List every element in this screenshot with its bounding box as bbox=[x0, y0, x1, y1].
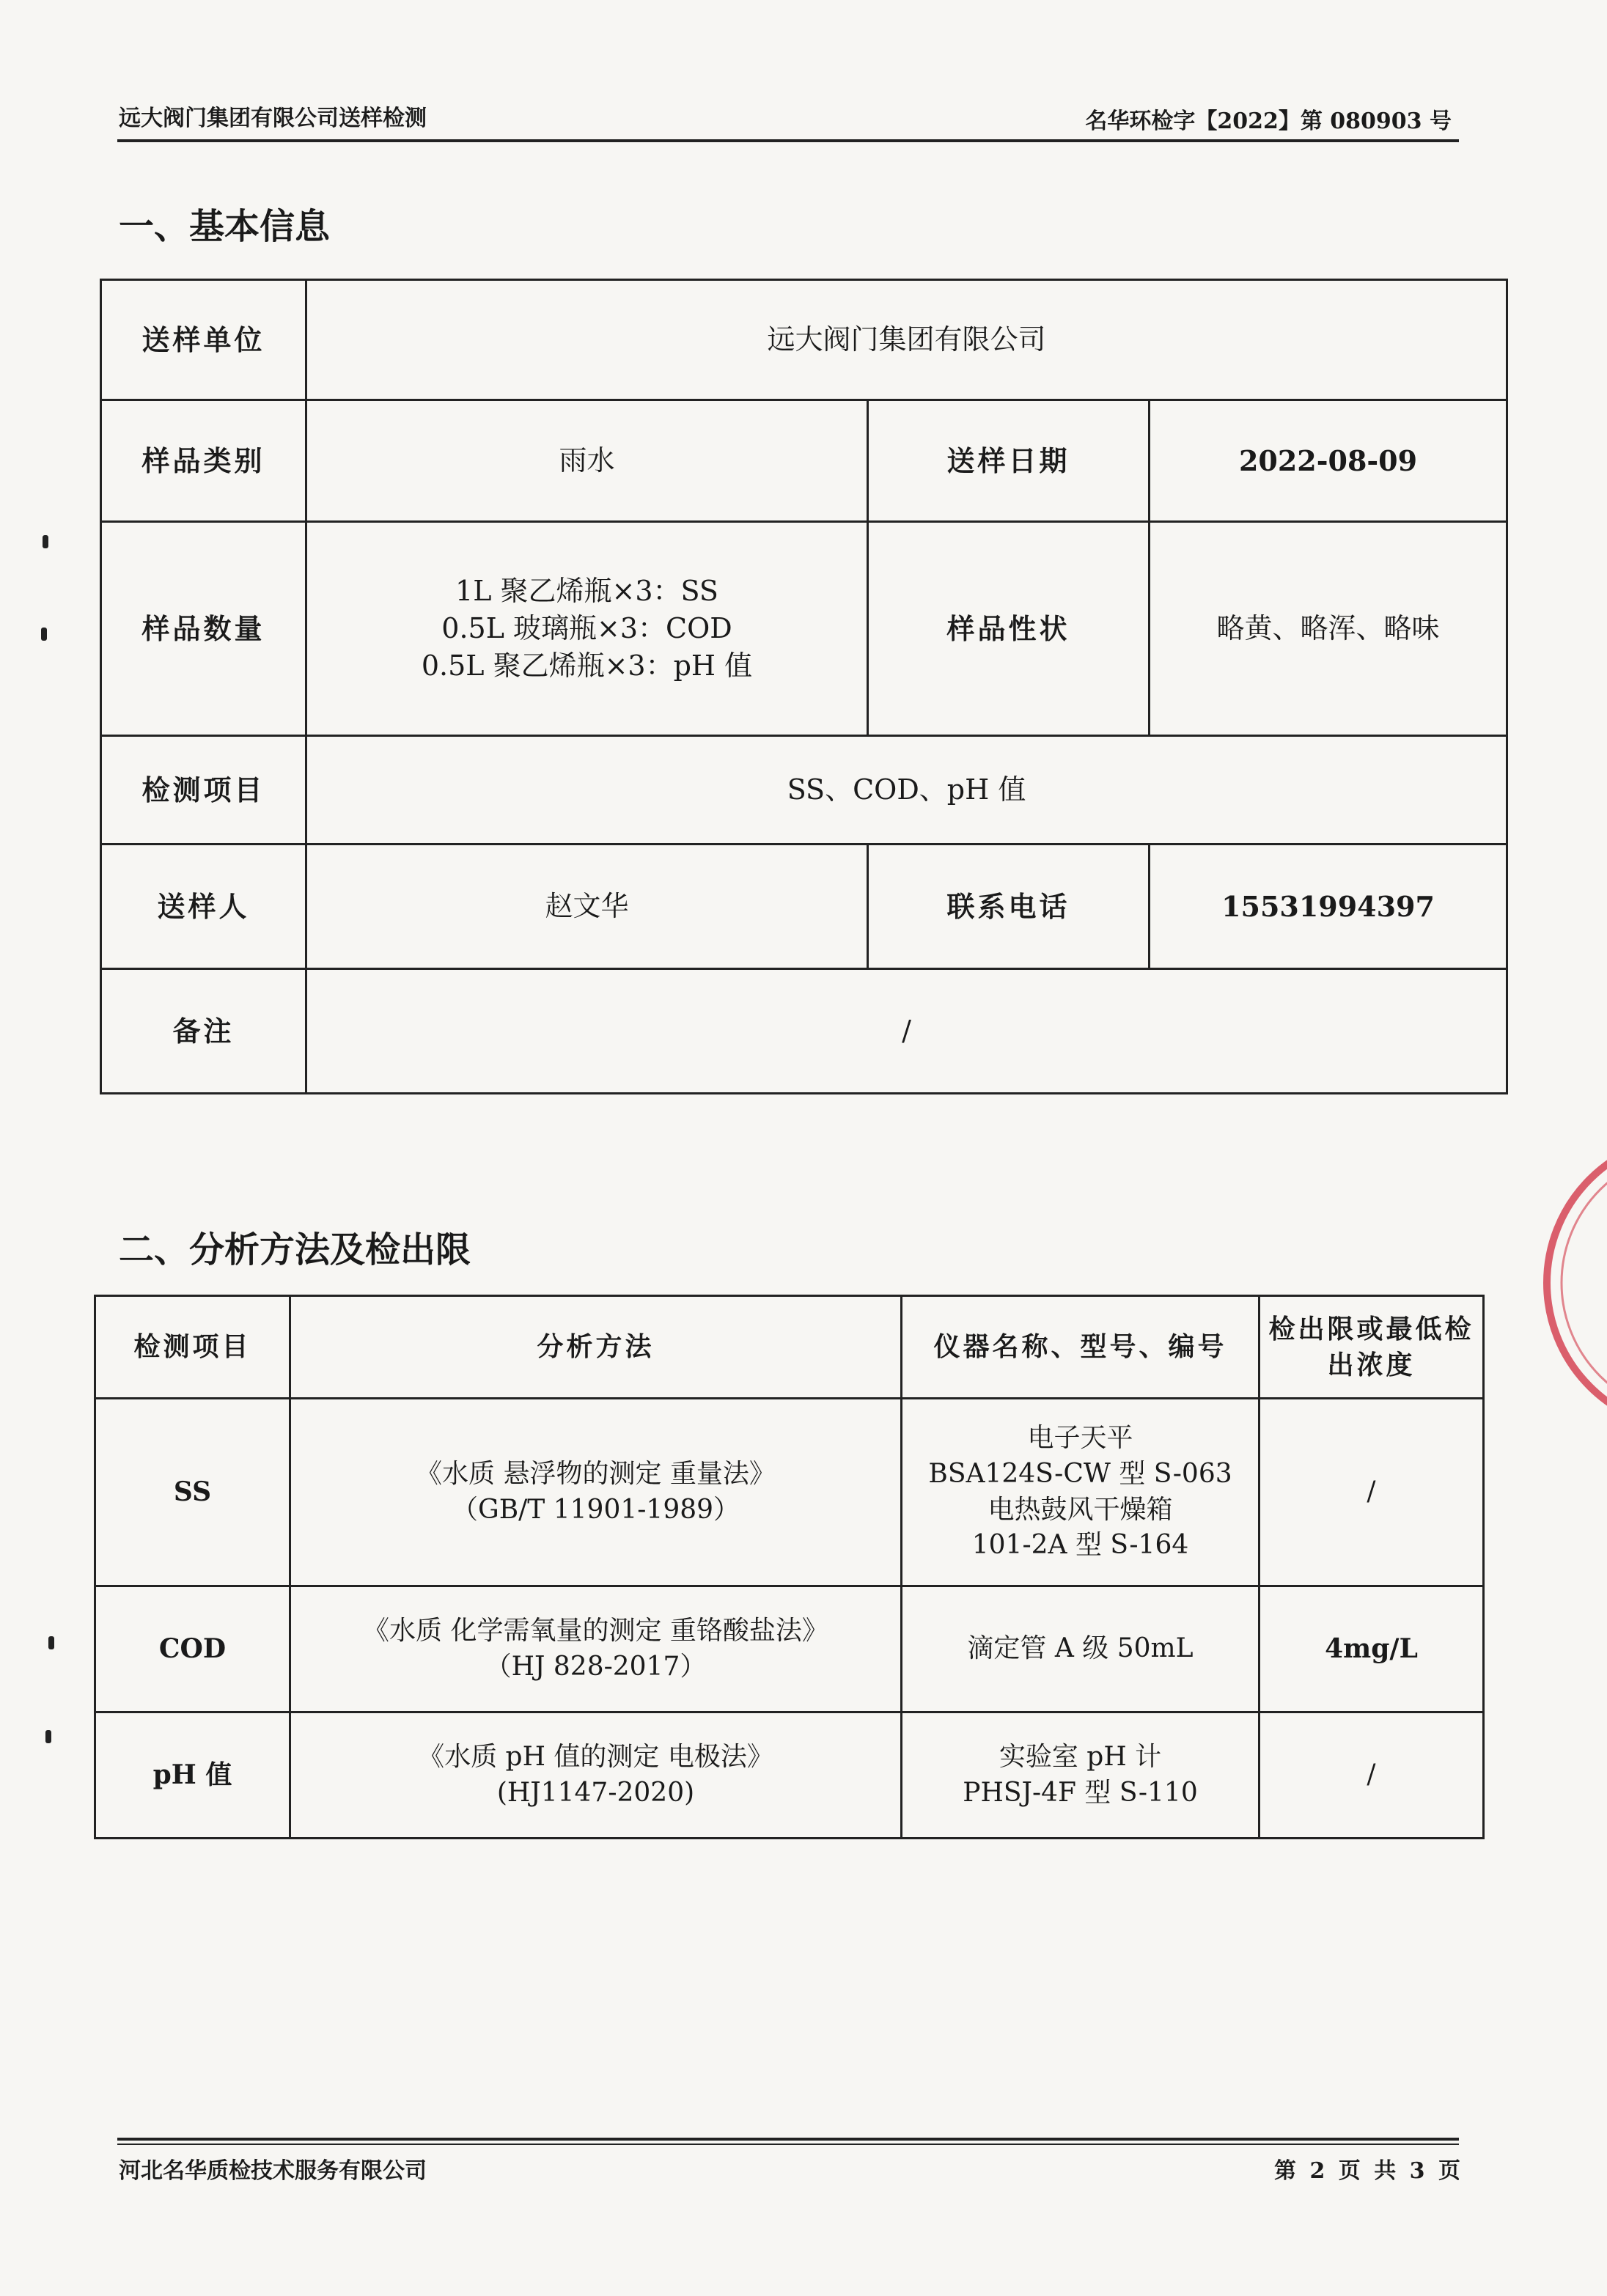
value-sending-unit: 远大阀门集团有限公司 bbox=[306, 280, 1507, 400]
basic-info-table bbox=[100, 279, 1508, 1094]
label-remark: 备注 bbox=[101, 969, 306, 1094]
label-phone: 联系电话 bbox=[868, 845, 1150, 969]
instrument-line: 滴定管 A 级 50mL bbox=[967, 1633, 1194, 1664]
value-sample-quantity bbox=[306, 522, 868, 736]
table-row bbox=[95, 1586, 1484, 1712]
header-detection-limit: 检出限或最低检出浓度 bbox=[1260, 1296, 1484, 1399]
label-test-items: 检测项目 bbox=[101, 736, 306, 845]
punch-mark bbox=[41, 628, 47, 641]
value-test-items: SS、COD、pH 值 bbox=[306, 736, 1507, 845]
quantity-line: 1L 聚乙烯瓶×3：SS bbox=[455, 574, 718, 607]
footer-divider bbox=[117, 2138, 1459, 2141]
table-row bbox=[95, 1399, 1484, 1586]
label-sending-date: 送样日期 bbox=[868, 400, 1150, 522]
header-instrument: 仪器名称、型号、编号 bbox=[902, 1296, 1260, 1399]
methods-table bbox=[94, 1295, 1485, 1839]
method-line: (HJ1147-2020) bbox=[496, 1777, 695, 1808]
value-sample-type: 雨水 bbox=[306, 400, 868, 522]
table-row bbox=[95, 1712, 1484, 1839]
punch-mark bbox=[48, 1636, 54, 1649]
item-ph: pH 值 bbox=[95, 1712, 290, 1839]
section-basic-info-title: 一、基本信息 bbox=[119, 206, 331, 247]
header-method: 分析方法 bbox=[290, 1296, 902, 1399]
label-sender: 送样人 bbox=[101, 845, 306, 969]
label-sample-quantity: 样品数量 bbox=[101, 522, 306, 736]
method-ph bbox=[290, 1712, 902, 1839]
value-remark: / bbox=[306, 969, 1507, 1094]
instrument-line: 101-2A 型 S-164 bbox=[971, 1530, 1189, 1561]
instrument-line: BSA124S-CW 型 S-063 bbox=[928, 1458, 1232, 1489]
instrument-line: PHSJ-4F 型 S-110 bbox=[963, 1777, 1198, 1808]
instrument-ss bbox=[902, 1399, 1260, 1586]
red-seal-stamp bbox=[1525, 1129, 1607, 1437]
method-line: 《水质 悬浮物的测定 重量法》 bbox=[416, 1458, 776, 1489]
section-methods-title: 二、分析方法及检出限 bbox=[119, 1229, 471, 1270]
quantity-line: 0.5L 玻璃瓶×3：COD bbox=[441, 611, 732, 644]
value-phone: 15531994397 bbox=[1150, 845, 1507, 969]
value-sending-date: 2022-08-09 bbox=[1150, 400, 1507, 522]
header-report-number: 名华环检字【2022】第 080903 号 bbox=[1085, 108, 1452, 134]
instrument-line: 电热鼓风干燥箱 bbox=[988, 1494, 1173, 1525]
header-company-test: 远大阀门集团有限公司送样检测 bbox=[119, 106, 427, 131]
footer-page-number: 第 2 页 共 3 页 bbox=[1274, 2158, 1463, 2184]
footer-divider-thin bbox=[117, 2144, 1459, 2145]
instrument-line: 实验室 pH 计 bbox=[999, 1741, 1162, 1772]
method-ss bbox=[290, 1399, 902, 1586]
value-sample-nature: 略黄、略浑、略味 bbox=[1150, 522, 1507, 736]
punch-mark bbox=[43, 535, 48, 548]
instrument-cod bbox=[902, 1586, 1260, 1712]
item-ss: SS bbox=[95, 1399, 290, 1586]
method-cod bbox=[290, 1586, 902, 1712]
header-test-item: 检测项目 bbox=[95, 1296, 290, 1399]
instrument-line: 电子天平 bbox=[1027, 1423, 1133, 1454]
label-sample-type: 样品类别 bbox=[101, 400, 306, 522]
punch-mark bbox=[45, 1730, 51, 1743]
label-sample-nature: 样品性状 bbox=[868, 522, 1150, 736]
label-sending-unit: 送样单位 bbox=[101, 280, 306, 400]
method-line: 《水质 pH 值的测定 电极法》 bbox=[418, 1741, 773, 1772]
method-line: 《水质 化学需氧量的测定 重铬酸盐法》 bbox=[363, 1615, 828, 1646]
limit-ss: / bbox=[1260, 1399, 1484, 1586]
instrument-ph bbox=[902, 1712, 1260, 1839]
item-cod: COD bbox=[95, 1586, 290, 1712]
header-divider bbox=[117, 139, 1459, 142]
limit-cod: 4mg/L bbox=[1260, 1586, 1484, 1712]
footer-company: 河北名华质检技术服务有限公司 bbox=[119, 2158, 427, 2184]
value-sender: 赵文华 bbox=[306, 845, 868, 969]
method-line: （GB/T 11901-1989） bbox=[451, 1494, 740, 1525]
quantity-line: 0.5L 聚乙烯瓶×3：pH 值 bbox=[421, 650, 753, 682]
limit-ph: / bbox=[1260, 1712, 1484, 1839]
method-line: （HJ 828-2017） bbox=[485, 1651, 707, 1682]
